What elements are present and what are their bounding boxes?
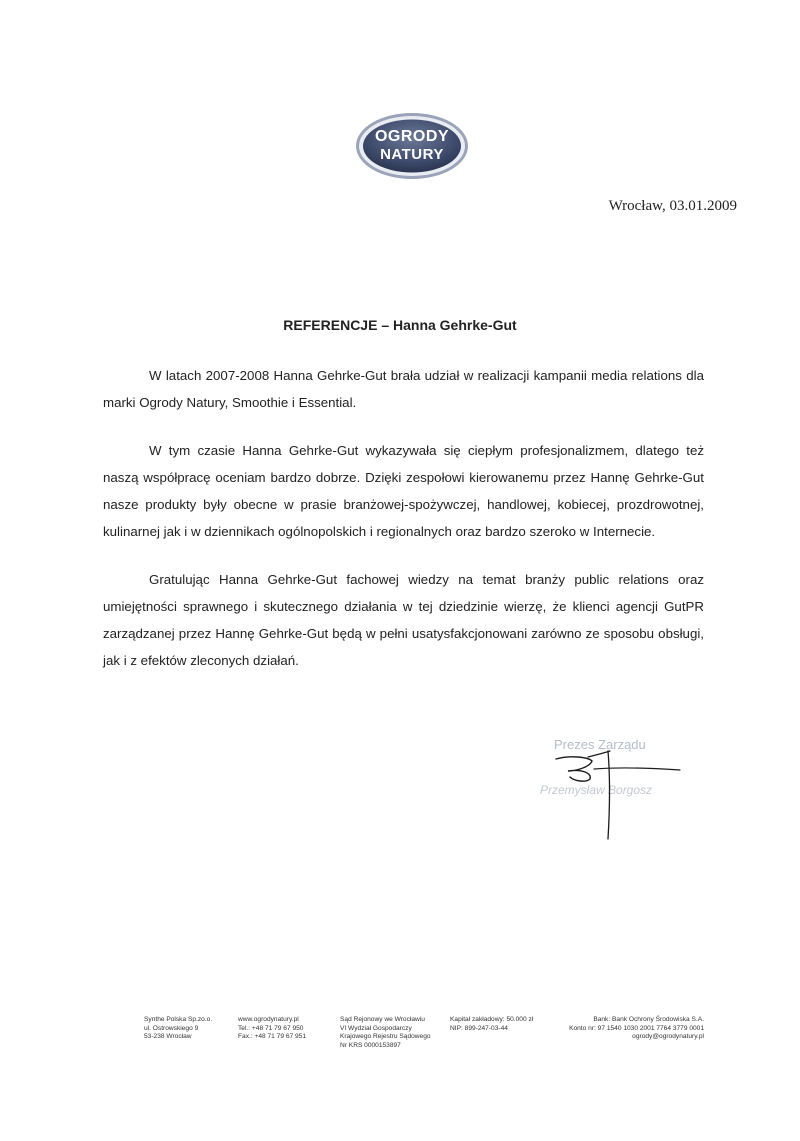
footer-line: Nr KRS 0000153897 — [340, 1041, 401, 1049]
footer-line: Sąd Rejonowy we Wrocławiu — [340, 1016, 425, 1023]
footer-line: Kapitał zakładowy: 50.000 zł — [450, 1016, 534, 1023]
footer-email: ogrody@ogrodynatury.pl — [632, 1033, 704, 1040]
handwritten-signature — [530, 735, 690, 845]
footer-contact — [238, 1016, 306, 1042]
footer-line: Konto nr: 97 1540 1030 2001 7764 3779 0001 — [569, 1024, 704, 1032]
footer-company — [144, 1016, 212, 1042]
ogrody-natury-logo — [355, 112, 469, 180]
letter-date: Wrocław, 03.01.2009 — [608, 198, 737, 214]
letter-title: REFERENCJE – Hanna Gehrke-Gut — [283, 317, 517, 333]
footer-phone: Tel.: +48 71 79 67 950 — [238, 1024, 304, 1032]
footer-line: Synthe Polska Sp.zo.o. — [144, 1016, 213, 1023]
letterhead-footer — [0, 1016, 800, 1076]
logo-line2: NATURY — [380, 146, 444, 163]
footer-line: NIP: 899-247-03-44 — [450, 1024, 508, 1032]
letter-body — [103, 362, 704, 695]
footer-court — [340, 1016, 431, 1050]
stamp-name: Przemysław Borgosz — [540, 783, 653, 797]
footer-line: ul. Ostrowskiego 9 — [144, 1024, 199, 1032]
footer-website: www.ogrodynatury.pl — [238, 1016, 299, 1023]
footer-line: Bank: Bank Ochrony Środowiska S.A. — [593, 1016, 704, 1023]
paragraph-2: W tym czasie Hanna Gehrke-Gut wykazywała się ciepłym profesjonalizmem, dlatego też naszą współpracę oceniam bardzo dobrze. Dzięki zespołowi kierowanemu przez Hannę Gehrke-Gut nasze produkty były obecne w prasie branżowej-spożywczej, handlowej, kobiecej, prozdrowotnej, kulinarnej jak i w dziennikach ogólnopolskich i regionalnych oraz bardzo szeroko w Internecie. — [103, 443, 704, 539]
signature-stamp — [530, 735, 690, 845]
stamp-title: Prezes Zarządu — [554, 737, 646, 752]
paragraph-3: Gratulując Hanna Gehrke-Gut fachowej wiedzy na temat branży public relations oraz umiejętności sprawnego i skutecznego działania w tej dziedzinie wierzę, że klienci agencji GutPR zarządzanej przez Hannę Gehrke-Gut będą w pełni usatysfakcjonowani zarówno ze sposobu obsługi, jak i z efektów zleconych działań. — [103, 572, 704, 668]
footer-bank — [552, 1016, 704, 1042]
footer-line: VI Wydział Gospodarczy — [340, 1024, 412, 1032]
footer-fax: Fax.: +48 71 79 67 951 — [238, 1033, 307, 1040]
logo-line1: OGRODY — [374, 128, 450, 145]
logo-emblem — [355, 112, 469, 180]
footer-line: Krajowego Rejestru Sądowego — [340, 1033, 431, 1040]
footer-line: 53-238 Wrocław — [144, 1033, 192, 1040]
paragraph-1: W latach 2007-2008 Hanna Gehrke-Gut brała udział w realizacji kampanii media relations dla marki Ogrody Natury, Smoothie i Essential. — [103, 368, 704, 410]
footer-capital — [450, 1016, 533, 1033]
